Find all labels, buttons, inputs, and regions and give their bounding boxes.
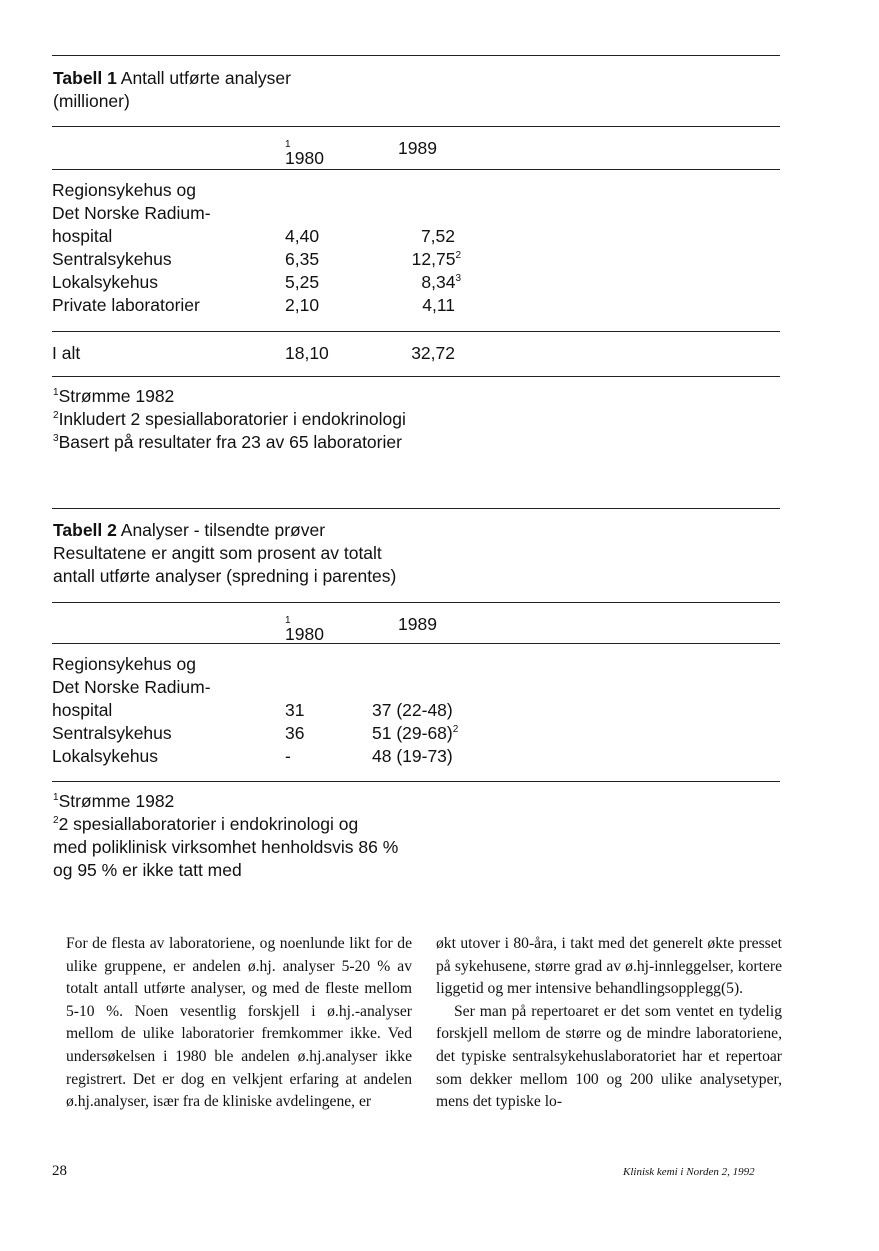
table-row xyxy=(52,676,780,699)
cell-1980: 5,25 xyxy=(285,272,320,292)
cell-1989: 51 $(29-68)^2$ xyxy=(372,723,459,743)
table-row xyxy=(52,271,780,294)
table-1-title-line2: (millioner) xyxy=(53,91,130,111)
table-2-col-1989: 1989 xyxy=(398,614,437,634)
table-2-rows xyxy=(52,653,780,768)
body-right-column xyxy=(436,933,782,1114)
footnote: og 95 % er ikke tatt med xyxy=(53,860,242,880)
cell-1989: 48 (19-73) xyxy=(372,746,453,766)
table-1-caption xyxy=(52,67,780,113)
row-label: Det Norske Radium- xyxy=(52,203,211,223)
table-2-label: Tabell 2 xyxy=(53,520,117,540)
table-1-rows xyxy=(52,179,780,317)
table-row xyxy=(52,699,780,722)
row-label: hospital xyxy=(52,226,113,246)
journal-footer: Klinisk kemi i Norden 2, 1992 xyxy=(623,1166,755,1178)
cell-1989: 7,52 xyxy=(420,226,455,246)
row-label: Private laboratorier xyxy=(52,295,200,315)
footnote-marker: 2 xyxy=(452,724,459,735)
cell-1989: 12,75$^2$ xyxy=(411,249,461,269)
table-1-col-1980: 1980 $^1$ xyxy=(285,139,324,168)
table-1-header xyxy=(52,127,780,171)
body-left-column xyxy=(66,933,412,1114)
body-right-paragraph-2: Ser man på repertoaret er det som ventet en tydelig forskjell mellom de større og de mindre laboratoriene, det typiske sentralsykehuslaboratoriet har et repertoar som dekker mellom 100 og 200 ulike analysetyper, mens det typiske lo- xyxy=(436,1002,782,1111)
table-2-caption xyxy=(52,519,780,588)
cell-1980: 2,10 xyxy=(285,295,320,315)
row-label: Lokalsykehus xyxy=(52,272,159,292)
footnote-marker: 2 xyxy=(455,250,461,261)
cell-1980: 6,35 xyxy=(285,249,320,269)
cell-1989: 8,34$^3$ xyxy=(421,272,461,292)
table-row xyxy=(52,745,780,768)
table-row xyxy=(52,179,780,202)
cell-1980: 4,40 xyxy=(285,226,320,246)
table-row xyxy=(52,653,780,676)
table-row xyxy=(52,294,780,317)
cell-1980: 31 xyxy=(285,700,305,720)
row-label: Sentralsykehus xyxy=(52,249,172,269)
table-2-top-rule xyxy=(52,508,780,509)
table-1-total-rule xyxy=(52,331,780,332)
footnote: $^2$2 spesiallaboratorier i endokrinologi og xyxy=(53,814,359,834)
table-row xyxy=(52,248,780,271)
table-1-col-1989: 1989 xyxy=(398,138,437,158)
table-1-title: Antall utførte analyser xyxy=(120,68,291,88)
table-2-footer-rule xyxy=(52,781,780,782)
body-right-paragraph-1: økt utover i 80-åra, i takt med det generelt økte presset på sykehusene, større grad av ø.hj-innleggelser, kortere liggetid og mer intensive behandlingsopplegg(5). xyxy=(436,935,782,998)
footnote: med poliklinisk virksomhet henholdsvis 86 % xyxy=(53,837,399,857)
row-label: Sentralsykehus xyxy=(52,723,172,743)
footnote: $^1$Strømme 1982 xyxy=(53,791,175,811)
row-label: Regionsykehus og xyxy=(52,180,196,200)
page-number: 28 xyxy=(52,1163,67,1179)
table-2-title-line3: antall utførte analyser (spredning i parentes) xyxy=(53,566,397,586)
cell-1980: - xyxy=(285,746,291,766)
table-2-title-line2: Resultatene er angitt som prosent av totalt xyxy=(53,543,382,563)
table-row xyxy=(52,722,780,745)
table-1-notes xyxy=(52,385,780,454)
row-label: Det Norske Radium- xyxy=(52,677,211,697)
table-2-header xyxy=(52,603,780,647)
table-2-title: Analyser - tilsendte prøver xyxy=(120,520,326,540)
footnote: $^2$Inkludert 2 spesiallaboratorier i endokrinologi xyxy=(53,409,406,429)
body-left-text: For de flesta av laboratoriene, og noenlunde likt for de ulike gruppene, er andelen ø.hj. analyser 5-20 % av totalt antall utførte analyser, og med de fleste mellom 5-10 %. Noen vesentlig forskjell i ø.hj.-analyser mellom de ulike laboratorier fremkommer ikke. Ved undersøkelsen i 1980 ble andelen ø.hj.analyser ikke registrert. Det er dog en velkjent erfaring at andelen ø.hj.analyser, især fra de kliniske avdelingene, er xyxy=(66,935,412,1111)
cell-1980: 36 xyxy=(285,723,305,743)
table-1-footer-rule xyxy=(52,376,780,377)
table-1-label: Tabell 1 xyxy=(53,68,117,88)
total-label: I alt xyxy=(52,343,81,363)
footnote-marker: 3 xyxy=(455,273,461,284)
table-2 xyxy=(52,508,780,882)
table-2-col-1980: 1980 $^1$ xyxy=(285,615,324,644)
cell-1989: 37 (22-48) xyxy=(372,700,453,720)
table-row xyxy=(52,202,780,225)
table-row xyxy=(52,225,780,248)
total-1980: 18,10 xyxy=(285,343,329,363)
row-label: Regionsykehus og xyxy=(52,654,196,674)
table-1-total-row xyxy=(52,342,780,365)
footnote: $^1$Strømme 1982 xyxy=(53,386,175,406)
table-1 xyxy=(52,55,780,454)
table-2-notes xyxy=(52,790,780,882)
table-1-top-rule xyxy=(52,55,780,56)
row-label: Lokalsykehus xyxy=(52,746,159,766)
total-1989: 32,72 xyxy=(411,343,455,363)
cell-1989: 4,11 xyxy=(422,295,455,315)
row-label: hospital xyxy=(52,700,113,720)
footnote: $^3$Basert på resultater fra 23 av 65 laboratorier xyxy=(53,432,402,452)
